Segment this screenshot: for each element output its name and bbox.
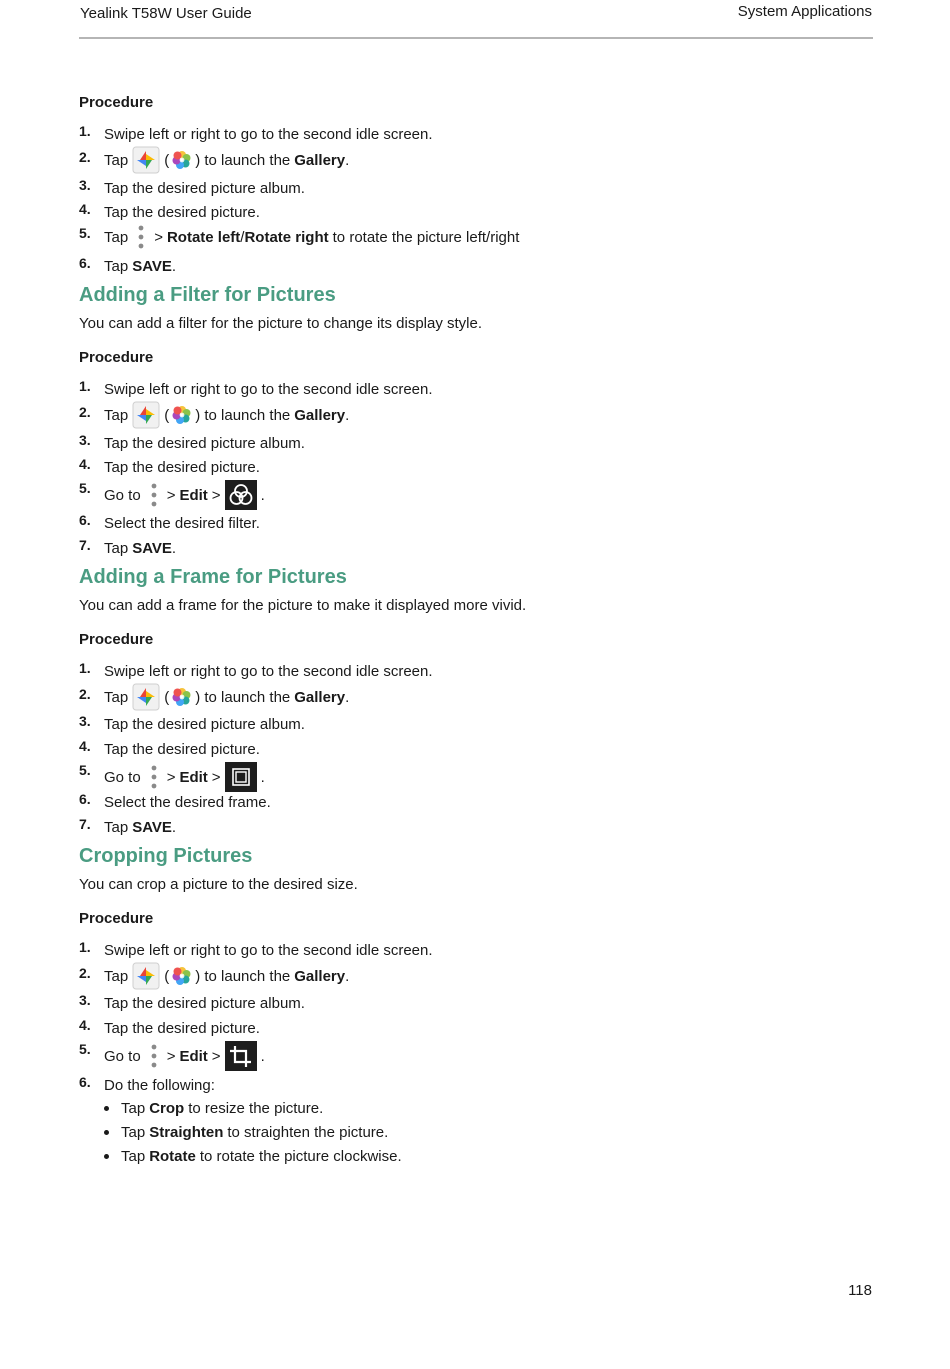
step-number: 1. <box>79 378 91 394</box>
filter-intro: You can add a filter for the picture to change its display style. <box>79 315 483 332</box>
google-photos-icon <box>132 683 160 711</box>
go-to-label: Go to <box>104 768 141 786</box>
crop-bullet-rotate <box>104 1148 402 1165</box>
step-text: Tap the desired picture album. <box>104 716 305 733</box>
step-number: 5. <box>79 225 91 241</box>
more-options-icon <box>149 482 159 508</box>
more-options-icon <box>149 1043 159 1069</box>
step-number: 4. <box>79 738 91 754</box>
step-number: 5. <box>79 480 91 496</box>
open-paren: ( <box>164 406 170 424</box>
tap-label: Tap <box>104 151 129 169</box>
period: . <box>345 688 350 706</box>
period: . <box>171 819 177 836</box>
step-text: Swipe left or right to go to the second idle screen. <box>104 663 433 680</box>
gallery-icon <box>171 686 193 708</box>
period: . <box>345 406 350 424</box>
step-number: 2. <box>79 149 91 165</box>
crop-section-title: Cropping Pictures <box>79 845 253 867</box>
step-number: 1. <box>79 123 91 139</box>
go-to-label: Go to <box>104 1047 141 1065</box>
tap-label: Tap <box>104 967 129 985</box>
crop-bullet-straighten <box>104 1124 388 1141</box>
open-paren: ( <box>164 151 170 169</box>
slash: / <box>240 228 245 246</box>
frame-section-title: Adding a Frame for Pictures <box>79 566 347 588</box>
step-number: 2. <box>79 686 91 702</box>
tap-label: Tap <box>104 540 129 557</box>
period: . <box>345 967 350 985</box>
step-number: 7. <box>79 816 91 832</box>
more-options-icon <box>136 224 146 250</box>
bullet-bold: Crop <box>149 1100 185 1117</box>
bullet-dot <box>104 1106 109 1111</box>
gallery-icon <box>171 404 193 426</box>
gallery-label: Gallery <box>294 688 346 706</box>
gt: > <box>211 1047 221 1065</box>
step-text: Swipe left or right to go to the second idle screen. <box>104 381 433 398</box>
open-paren: ( <box>164 688 170 706</box>
more-options-icon <box>149 764 159 790</box>
step-number: 3. <box>79 713 91 729</box>
step-text: Tap the desired picture album. <box>104 180 305 197</box>
bullet-post: to rotate the picture clockwise. <box>199 1148 402 1165</box>
step-number: 4. <box>79 201 91 217</box>
crop-bullet-crop <box>104 1100 323 1117</box>
step-number: 5. <box>79 1041 91 1057</box>
save-label: SAVE <box>132 540 172 557</box>
go-to-label: Go to <box>104 486 141 504</box>
crop-icon <box>225 1041 257 1071</box>
period: . <box>260 768 265 786</box>
procedure-heading: Procedure <box>79 910 154 927</box>
bullet-pre: Tap <box>121 1124 146 1141</box>
bullet-bold: Rotate <box>149 1148 196 1165</box>
tap-label: Tap <box>104 406 129 424</box>
bullet-post: to straighten the picture. <box>227 1124 389 1141</box>
tap-label: Tap <box>104 228 129 246</box>
gallery-icon <box>171 965 193 987</box>
gallery-label: Gallery <box>294 967 346 985</box>
gt: > <box>211 486 221 504</box>
step-number: 4. <box>79 456 91 472</box>
step-text: Swipe left or right to go to the second idle screen. <box>104 942 433 959</box>
save-label: SAVE <box>132 258 172 275</box>
step-number: 3. <box>79 432 91 448</box>
frame-intro: You can add a frame for the picture to make it displayed more vivid. <box>79 597 527 614</box>
step-text: Tap the desired picture. <box>104 204 260 221</box>
step-number: 1. <box>79 939 91 955</box>
rotate-left-label: Rotate left <box>166 228 241 246</box>
step-number: 6. <box>79 512 91 528</box>
launch-text: ) to launch the <box>195 406 291 424</box>
procedure-heading: Procedure <box>79 349 154 366</box>
google-photos-icon <box>132 962 160 990</box>
gt: > <box>166 768 176 786</box>
procedure-heading: Procedure <box>79 631 154 648</box>
step-number: 6. <box>79 791 91 807</box>
gt: > <box>166 486 176 504</box>
page-number: 118 <box>848 1282 872 1299</box>
filter-icon <box>225 480 257 510</box>
step-text: Tap the desired picture. <box>104 741 260 758</box>
step-text: Select the desired filter. <box>104 515 260 532</box>
step-text: Tap the desired picture album. <box>104 435 305 452</box>
gallery-label: Gallery <box>294 406 346 424</box>
step-number: 3. <box>79 992 91 1008</box>
bullet-dot <box>104 1130 109 1135</box>
rotate-right-label: Rotate right <box>244 228 329 246</box>
header-title: Yealink T58W User Guide <box>80 5 252 22</box>
procedure-heading: Procedure <box>79 94 154 111</box>
edit-label: Edit <box>179 486 208 504</box>
launch-text: ) to launch the <box>195 967 291 985</box>
launch-text: ) to launch the <box>195 688 291 706</box>
step-number: 5. <box>79 762 91 778</box>
launch-text: ) to launch the <box>195 151 291 169</box>
rotate-suffix: to rotate the picture left/right <box>332 228 520 246</box>
tap-label: Tap <box>104 258 129 275</box>
period: . <box>345 151 350 169</box>
bullet-pre: Tap <box>121 1100 146 1117</box>
step-number: 1. <box>79 660 91 676</box>
crop-intro: You can crop a picture to the desired size. <box>79 876 358 893</box>
step-text: Swipe left or right to go to the second idle screen. <box>104 126 433 143</box>
gt: > <box>166 1047 176 1065</box>
period: . <box>260 1047 265 1065</box>
header-rule <box>79 37 873 39</box>
google-photos-icon <box>132 146 160 174</box>
gt: > <box>154 228 163 246</box>
step-number: 4. <box>79 1017 91 1033</box>
bullet-dot <box>104 1154 109 1159</box>
tap-label: Tap <box>104 819 129 836</box>
period: . <box>171 258 177 275</box>
edit-label: Edit <box>179 768 208 786</box>
step-text: Select the desired frame. <box>104 794 271 811</box>
step-text: Tap the desired picture. <box>104 459 260 476</box>
gallery-icon <box>171 149 193 171</box>
header-section: System Applications <box>737 3 872 20</box>
tap-label: Tap <box>104 688 129 706</box>
step-text: Tap the desired picture. <box>104 1020 260 1037</box>
step-text: Tap the desired picture album. <box>104 995 305 1012</box>
edit-label: Edit <box>179 1047 208 1065</box>
bullet-pre: Tap <box>121 1148 146 1165</box>
bullet-post: to resize the picture. <box>188 1100 324 1117</box>
step-number: 6. <box>79 255 91 271</box>
open-paren: ( <box>164 967 170 985</box>
gt: > <box>211 768 221 786</box>
bullet-bold: Straighten <box>149 1124 224 1141</box>
step-number: 2. <box>79 404 91 420</box>
step-text: Do the following: <box>104 1077 215 1094</box>
filter-section-title: Adding a Filter for Pictures <box>79 284 336 306</box>
period: . <box>260 486 265 504</box>
step-number: 2. <box>79 965 91 981</box>
gallery-label: Gallery <box>294 151 346 169</box>
step-number: 3. <box>79 177 91 193</box>
step-number: 6. <box>79 1074 91 1090</box>
step-number: 7. <box>79 537 91 553</box>
period: . <box>171 540 177 557</box>
google-photos-icon <box>132 401 160 429</box>
frame-icon <box>225 762 257 792</box>
save-label: SAVE <box>132 819 172 836</box>
